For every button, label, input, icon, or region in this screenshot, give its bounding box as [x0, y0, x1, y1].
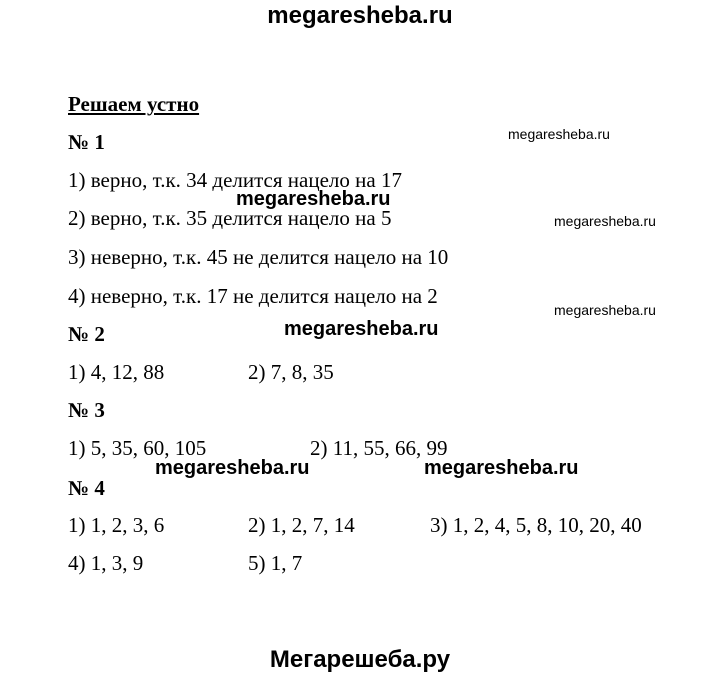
task-4-answer-5: 5) 1, 7: [248, 551, 303, 575]
task-2-answer-1: 1) 4, 12, 88: [68, 360, 165, 384]
watermark-big-3: megaresheba.ru: [155, 457, 310, 479]
task-2-label: № 2: [68, 322, 105, 346]
task-2-answer-2: 2) 7, 8, 35: [248, 360, 334, 384]
watermark-small-3: megaresheba.ru: [554, 302, 656, 318]
task-1-line-2: 2) верно, т.к. 35 делится нацело на 5: [68, 206, 392, 230]
task-4-label: № 4: [68, 476, 105, 500]
watermark-small-2: megaresheba.ru: [554, 213, 656, 229]
task-3-label: № 3: [68, 398, 105, 422]
task-1-line-4: 4) неверно, т.к. 17 не делится нацело на 2: [68, 284, 438, 308]
task-1-line-3: 3) неверно, т.к. 45 не делится нацело на 10: [68, 245, 449, 269]
watermark-big-1: megaresheba.ru: [236, 188, 391, 210]
task-4-answer-1: 1) 1, 2, 3, 6: [68, 513, 165, 537]
section-title: Решаем устно: [68, 92, 200, 116]
site-header: megaresheba.ru: [267, 2, 453, 29]
task-4-answer-2: 2) 1, 2, 7, 14: [248, 513, 355, 537]
task-1-label: № 1: [68, 130, 105, 154]
task-3-answer-1: 1) 5, 35, 60, 105: [68, 436, 207, 460]
watermark-big-4: megaresheba.ru: [424, 457, 579, 479]
site-footer: Мегарешеба.ру: [269, 646, 451, 673]
watermark-big-2: megaresheba.ru: [284, 318, 439, 340]
task-4-answer-4: 4) 1, 3, 9: [68, 551, 144, 575]
watermark-small-1: megaresheba.ru: [508, 126, 610, 142]
task-4-answer-3: 3) 1, 2, 4, 5, 8, 10, 20, 40: [430, 513, 642, 537]
task-3-answer-2: 2) 11, 55, 66, 99: [310, 436, 448, 460]
task-1-line-1: 1) верно, т.к. 34 делится нацело на 17: [68, 168, 402, 192]
